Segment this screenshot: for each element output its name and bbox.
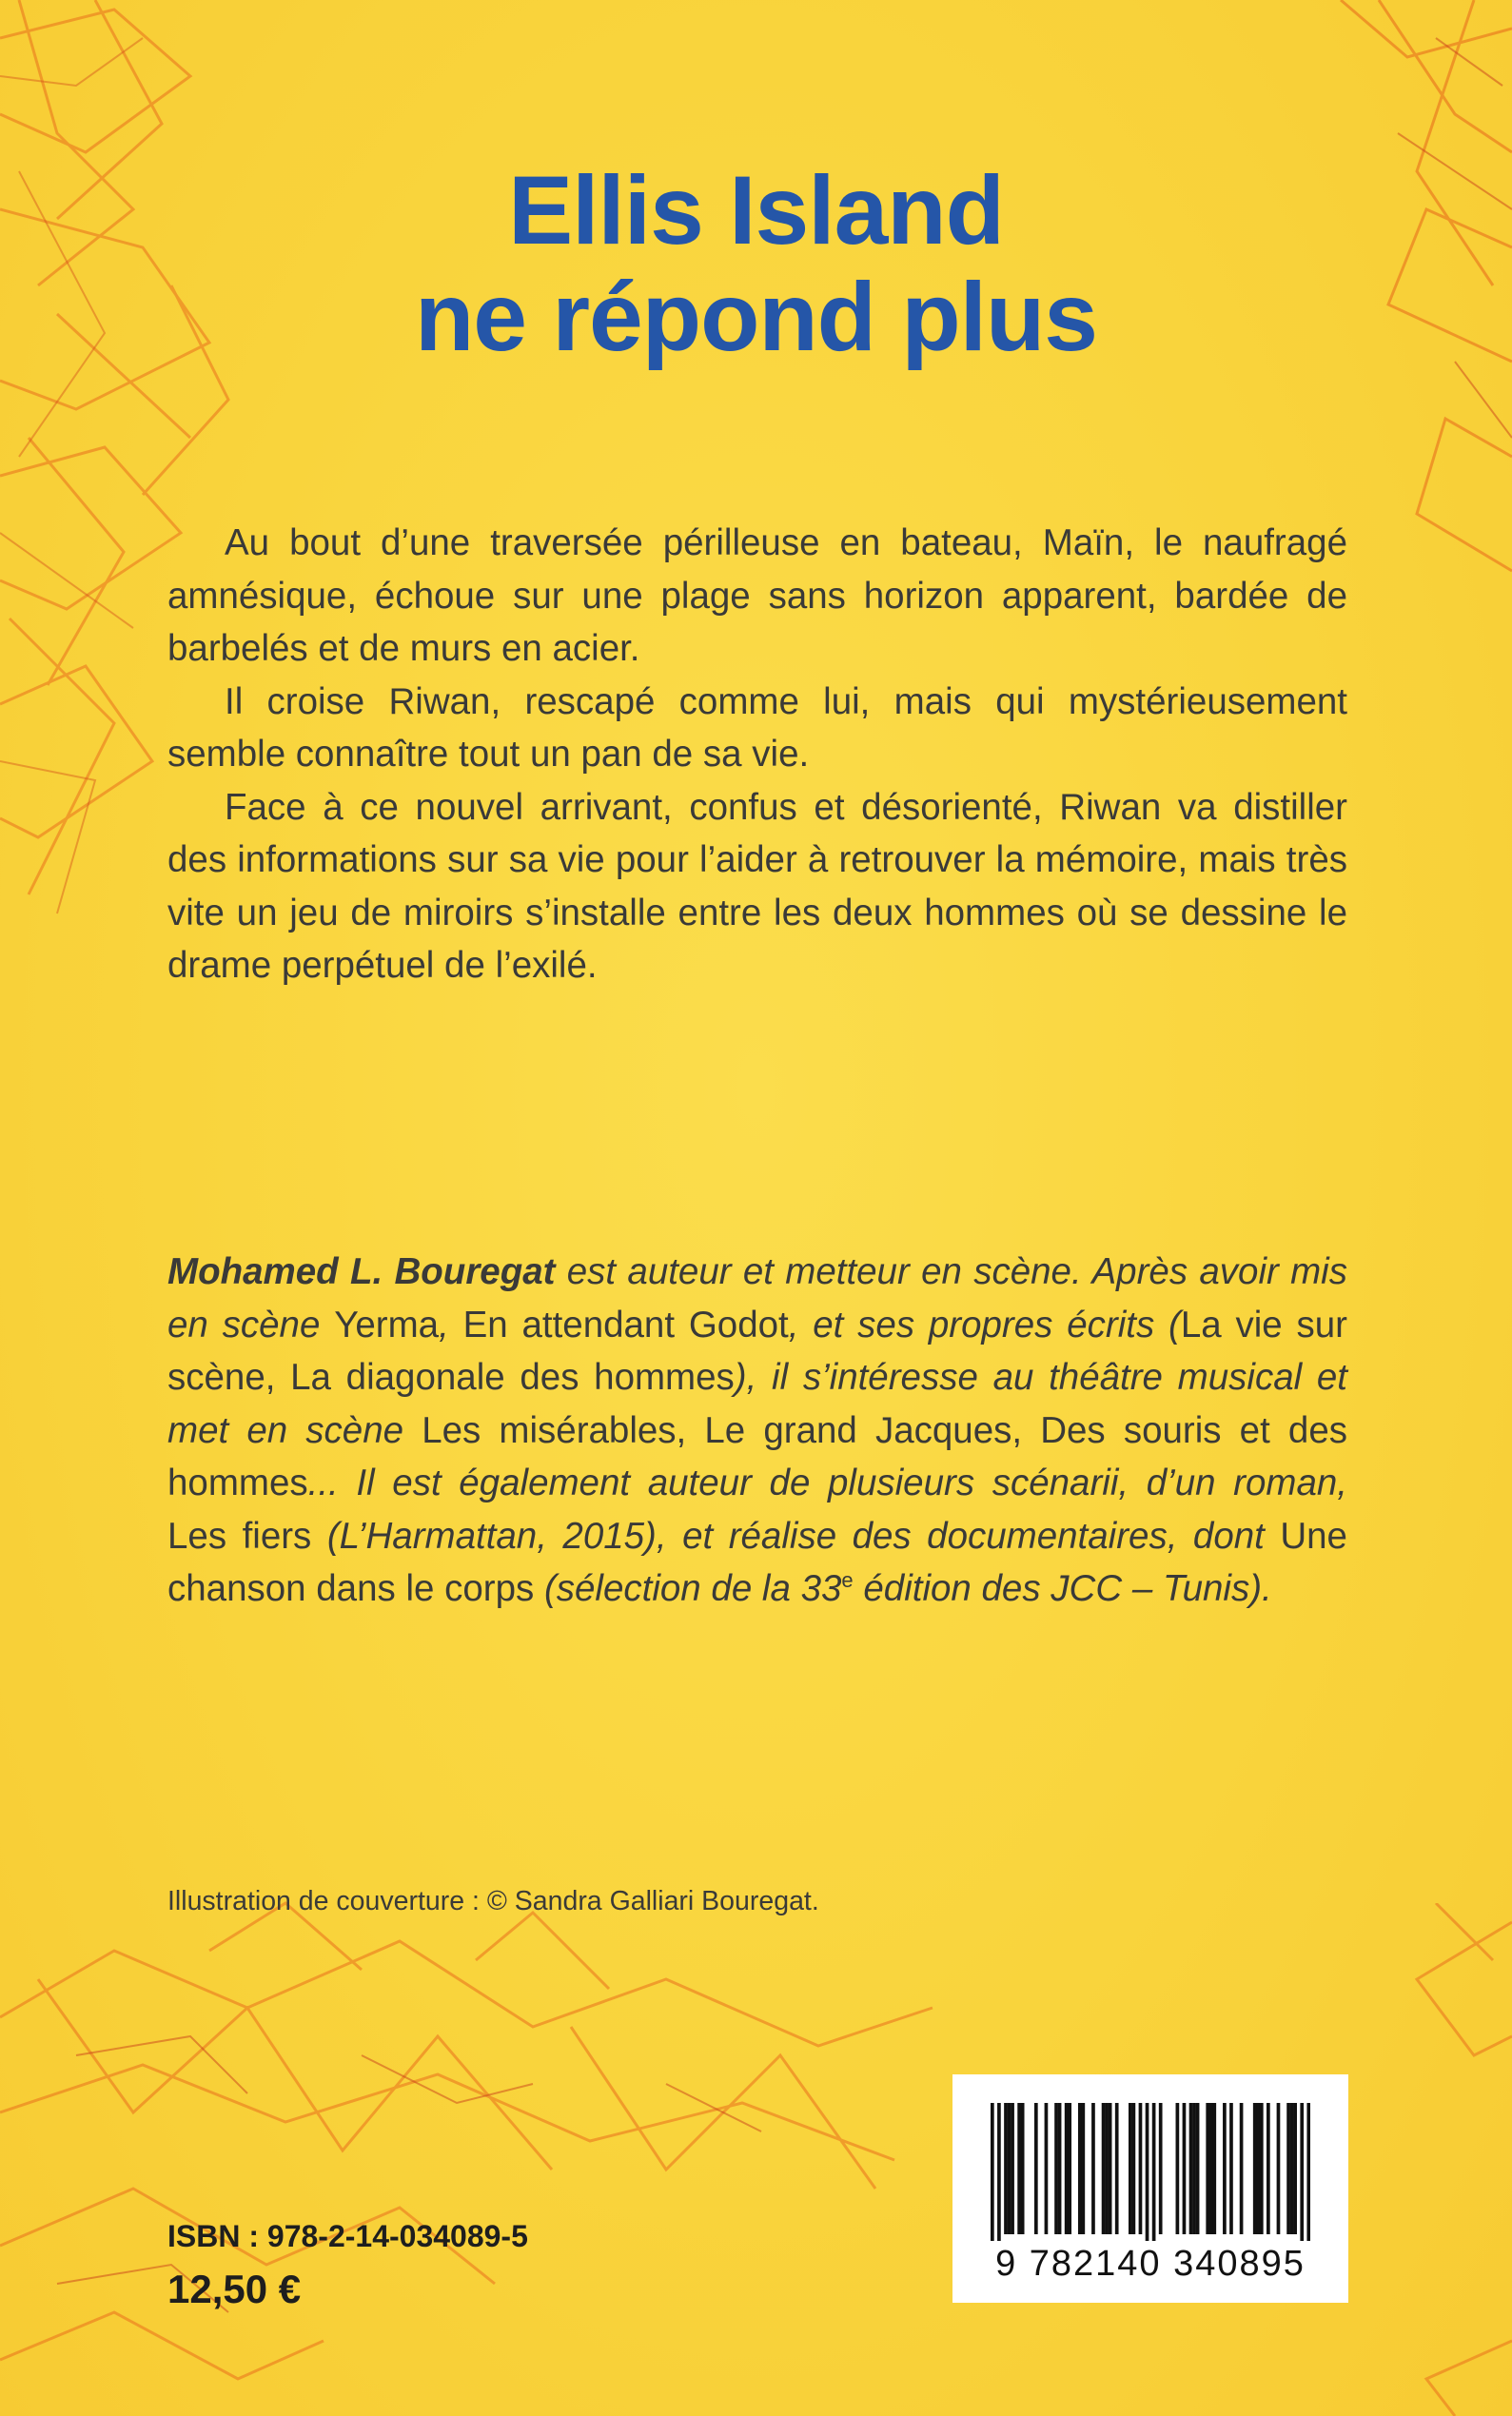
book-summary: [167, 517, 1347, 992]
barcode-bar: [1132, 2103, 1136, 2234]
barcode-bar: [1189, 2103, 1193, 2234]
barcode-bar: [1209, 2103, 1213, 2234]
barcode-bar: [1253, 2103, 1257, 2234]
barcode-bar: [1004, 2103, 1008, 2234]
barcode-bar: [1206, 2103, 1209, 2234]
price: 12,50 €: [167, 2267, 302, 2311]
barcode-bars: [991, 2103, 1310, 2241]
barcode-bar: [1078, 2103, 1082, 2234]
barcode-bar: [1058, 2103, 1062, 2234]
bio-text-4: ), il s’intéresse au théâtre musical et met en scène: [167, 1357, 1348, 1451]
bio-text-1: est auteur et metteur en scène. Après avoir mis en scène: [167, 1251, 1347, 1345]
barcode-bar: [1176, 2103, 1180, 2234]
bio-work-1: Yerma: [334, 1304, 440, 1345]
barcode-digits: 9 782140 340895: [995, 2244, 1306, 2284]
bio-work-6: Une chanson dans le corps: [167, 1515, 1347, 1609]
barcode-bar: [1196, 2103, 1200, 2234]
summary-paragraph-1: Au bout d’une traversée périlleuse en bateau, Maïn, le naufragé amnésique, échoue sur une plage sans horizon apparent, bardée de barbelés et de murs en acier.: [167, 522, 1347, 669]
barcode-bar: [1129, 2103, 1132, 2234]
summary-paragraph-3: Face à ce nouvel arrivant, confus et désorienté, Riwan va distiller des informations sur sa vie pour l’aider à retrouver la mémoire, mais très vite un jeu de miroirs s’installe entre les deux hommes où se dessine le drame perpétuel de l’exilé.: [167, 786, 1347, 986]
bio-text-5: ... Il est également auteur de plusieurs scénarii, d’un roman,: [307, 1463, 1347, 1503]
barcode-bar: [1034, 2103, 1038, 2234]
title-line-1: Ellis Island: [508, 156, 1004, 265]
barcode-bar: [1146, 2103, 1149, 2241]
barcode-bar: [1293, 2103, 1297, 2234]
barcode-bar: [1081, 2103, 1085, 2234]
barcode-bar: [1229, 2103, 1233, 2234]
barcode-bar: [1045, 2103, 1049, 2234]
bio-work-2: En attendant Godot: [462, 1304, 789, 1345]
illustration-credit: Illustration de couverture : © Sandra Galliari Bouregat.: [167, 1886, 819, 1916]
barcode-bar: [1159, 2103, 1163, 2234]
barcode-bar: [1192, 2103, 1196, 2234]
bio-text-8: édition des JCC – Tunis).: [853, 1568, 1272, 1609]
bio-work-4: Les misérables, Le grand Jacques, Des souris et des hommes: [167, 1409, 1347, 1503]
bio-superscript: e: [841, 1568, 854, 1593]
barcode-bar: [1260, 2103, 1264, 2234]
isbn: ISBN : 978-2-14-034089-5: [167, 2219, 528, 2253]
barcode: [952, 2074, 1348, 2303]
barcode-bar: [1240, 2103, 1244, 2234]
barcode-bar: [1290, 2103, 1294, 2234]
barcode-bar: [997, 2103, 1001, 2241]
book-title: [0, 157, 1512, 370]
barcode-bar: [1109, 2103, 1112, 2234]
barcode-bar: [1091, 2103, 1095, 2234]
barcode-bar: [1011, 2103, 1014, 2234]
barcode-bar: [991, 2103, 994, 2241]
barcode-bar: [1212, 2103, 1216, 2234]
bio-text-6: (L’Harmattan, 2015), et réalise des documentaires, dont: [311, 1515, 1281, 1557]
barcode-bar: [1306, 2103, 1310, 2241]
summary-paragraph-2: Il croise Riwan, rescapé comme lui, mais qui mystérieusement semble connaître tout un pan de sa vie.: [167, 680, 1347, 775]
barcode-bar: [1115, 2103, 1119, 2234]
author-bio: [167, 1246, 1347, 1616]
bio-text-3: , et ses propres écrits (: [788, 1304, 1181, 1345]
bio-work-5: Les fiers: [167, 1515, 312, 1557]
barcode-bar: [1152, 2103, 1156, 2241]
barcode-bar: [1277, 2103, 1281, 2234]
barcode-bar: [1183, 2103, 1187, 2234]
bio-text-2: ,: [439, 1304, 463, 1345]
barcode-bar: [1017, 2103, 1021, 2234]
barcode-bar: [1256, 2103, 1260, 2234]
barcode-bar: [1267, 2103, 1270, 2234]
barcode-bar: [1008, 2103, 1011, 2234]
barcode-bar: [1054, 2103, 1058, 2234]
bio-text-7: (sélection de la 33: [534, 1568, 842, 1609]
barcode-bar: [1139, 2103, 1143, 2234]
barcode-bar: [1286, 2103, 1290, 2234]
title-line-2: ne répond plus: [414, 263, 1098, 371]
author-name: Mohamed L. Bouregat: [167, 1251, 556, 1292]
bio-work-3: La vie sur scène, La diagonale des hommes: [167, 1304, 1347, 1398]
barcode-bar: [1300, 2103, 1304, 2241]
barcode-bar: [1065, 2103, 1069, 2234]
barcode-bar: [1102, 2103, 1106, 2234]
barcode-bar: [1068, 2103, 1071, 2234]
decorative-sketch-bottom-left: [0, 1865, 952, 2416]
barcode-bar: [1021, 2103, 1025, 2234]
barcode-bar: [1223, 2103, 1227, 2234]
barcode-bar: [1105, 2103, 1109, 2234]
